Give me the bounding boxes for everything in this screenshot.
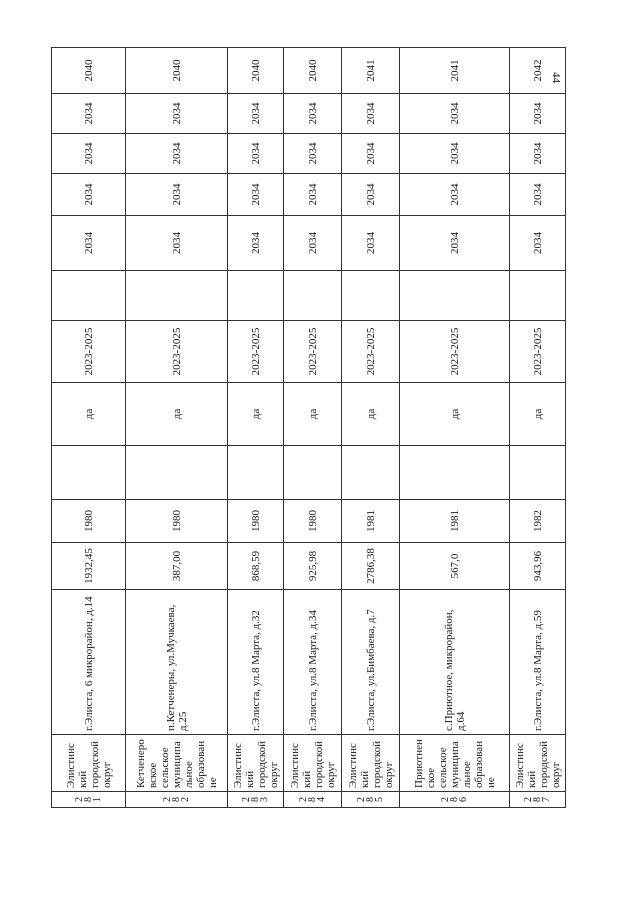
table-row [342,48,400,808]
empty-cell [400,271,510,321]
year-built-cell: 1980 [284,500,342,543]
municipality-cell: Элистинский городской округ [284,735,342,792]
year-5-cell: 2040 [228,48,284,94]
table-body [52,48,566,808]
row-index-digit: 8 [171,797,182,802]
empty-cell [342,271,400,321]
year-5-cell: 2042 [510,48,566,94]
address-cell: г.Элиста, ул.8 Марта, д.32 [228,590,284,735]
empty-cell [510,446,566,500]
year-1-cell: 2034 [126,216,228,271]
area-cell: 2786,38 [342,543,400,590]
year-built-cell: 1980 [52,500,126,543]
row-index-digit: 1 [92,797,103,802]
row-index-digit: 8 [449,797,460,802]
municipality-cell: Элистинский городской округ [342,735,400,792]
row-index-digit: 8 [532,797,543,802]
year-3-cell: 2034 [510,134,566,174]
required-cell: да [228,383,284,446]
row-index-digit: 8 [83,797,94,802]
row-index-digit: 8 [250,797,261,802]
period-cell: 2023-2025 [400,321,510,383]
year-built-cell: 1982 [510,500,566,543]
period-cell: 2023-2025 [228,321,284,383]
table-row [400,48,510,808]
year-4-cell: 2034 [284,94,342,134]
period-cell: 2023-2025 [126,321,228,383]
year-4-cell: 2034 [400,94,510,134]
year-1-cell: 2034 [342,216,400,271]
year-2-cell: 2034 [284,174,342,216]
address-cell: г.Элиста, 6 микрорайон, д.14 [52,590,126,735]
year-2-cell: 2034 [400,174,510,216]
year-1-cell: 2034 [510,216,566,271]
empty-cell [228,271,284,321]
empty-cell [284,446,342,500]
period-cell: 2023-2025 [342,321,400,383]
year-built-cell: 1980 [228,500,284,543]
year-3-cell: 2034 [284,134,342,174]
year-1-cell: 2034 [284,216,342,271]
year-5-cell: 2040 [284,48,342,94]
required-cell: да [342,383,400,446]
year-2-cell: 2034 [342,174,400,216]
area-cell: 387,00 [126,543,228,590]
period-cell: 2023-2025 [284,321,342,383]
row-index-cell [228,792,284,808]
row-index-digit: 4 [316,797,327,802]
row-index-digit: 8 [307,797,318,802]
housing-table [51,47,566,808]
table-row [284,48,342,808]
period-cell: 2023-2025 [52,321,126,383]
table-row [228,48,284,808]
municipality-cell: Приютненское сельское муниципальное образование [400,735,510,792]
required-cell: да [400,383,510,446]
empty-cell [510,271,566,321]
row-index-digit: 2 [440,797,451,802]
period-cell: 2023-2025 [510,321,566,383]
row-index-digit: 2 [241,797,252,802]
empty-cell [228,446,284,500]
year-4-cell: 2034 [510,94,566,134]
municipality-cell: Элистинский городской округ [510,735,566,792]
address-cell: г.Элиста, ул.8 Марта, д.34 [284,590,342,735]
required-cell: да [510,383,566,446]
required-cell: да [52,383,126,446]
year-1-cell: 2034 [400,216,510,271]
empty-cell [126,446,228,500]
year-4-cell: 2034 [52,94,126,134]
page-number: 44 [550,72,562,83]
row-index-cell [510,792,566,808]
empty-cell [52,271,126,321]
municipality-cell: Кетченеровское сельское муниципальное образование [126,735,228,792]
row-index-cell [342,792,400,808]
area-cell: 567,0 [400,543,510,590]
required-cell: да [126,383,228,446]
area-cell: 868,59 [228,543,284,590]
row-index-cell [126,792,228,808]
year-built-cell: 1981 [400,500,510,543]
row-index-digit: 2 [162,797,173,802]
address-cell: г.Элиста, ул.Бимбаева, д.7 [342,590,400,735]
municipality-cell: Элистинский городской округ [228,735,284,792]
table-row [126,48,228,808]
empty-cell [400,446,510,500]
row-index-digit: 8 [365,797,376,802]
year-2-cell: 2034 [228,174,284,216]
year-5-cell: 2040 [52,48,126,94]
year-5-cell: 2040 [126,48,228,94]
year-3-cell: 2034 [126,134,228,174]
year-1-cell: 2034 [228,216,284,271]
table-row [52,48,126,808]
table-row [510,48,566,808]
empty-cell [126,271,228,321]
row-index-digit: 2 [356,797,367,802]
row-index-digit: 3 [259,797,270,802]
area-cell: 943,96 [510,543,566,590]
year-5-cell: 2041 [342,48,400,94]
row-index-digit: 2 [74,797,85,802]
address-cell: г.Элиста, ул.8 Марта, д.59 [510,590,566,735]
row-index-digit: 7 [541,797,552,802]
area-cell: 1932,45 [52,543,126,590]
row-index-digit: 2 [298,797,309,802]
row-index-digit: 2 [180,797,191,802]
municipality-cell: Элистинский городской округ [52,735,126,792]
required-cell: да [284,383,342,446]
year-3-cell: 2034 [400,134,510,174]
row-index-digit: 5 [374,797,385,802]
empty-cell [284,271,342,321]
year-1-cell: 2034 [52,216,126,271]
empty-cell [342,446,400,500]
row-index-digit: 2 [523,797,534,802]
year-4-cell: 2034 [342,94,400,134]
year-3-cell: 2034 [342,134,400,174]
year-4-cell: 2034 [228,94,284,134]
year-3-cell: 2034 [228,134,284,174]
address-cell: с.Приютное, микрорайон, д.64 [400,590,510,735]
row-index-cell [52,792,126,808]
year-4-cell: 2034 [126,94,228,134]
year-3-cell: 2034 [52,134,126,174]
year-2-cell: 2034 [510,174,566,216]
row-index-digit: 6 [458,797,469,802]
year-2-cell: 2034 [126,174,228,216]
year-5-cell: 2041 [400,48,510,94]
area-cell: 925,98 [284,543,342,590]
address-cell: п.Кетченеры, ул.Мучкаева, д.25 [126,590,228,735]
row-index-cell [400,792,510,808]
row-index-cell [284,792,342,808]
empty-cell [52,446,126,500]
year-built-cell: 1981 [342,500,400,543]
year-built-cell: 1980 [126,500,228,543]
year-2-cell: 2034 [52,174,126,216]
